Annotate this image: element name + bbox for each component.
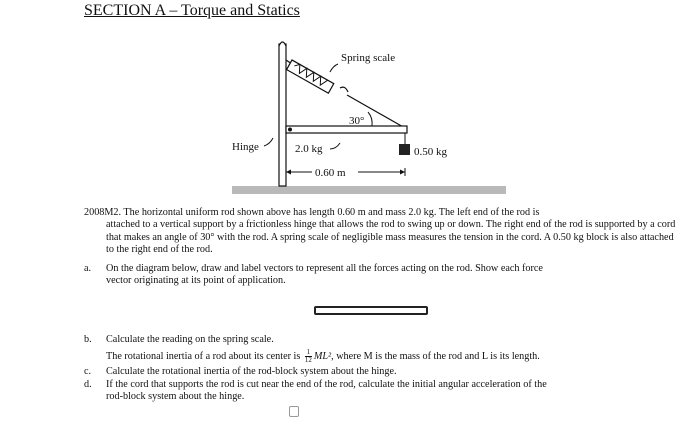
fraction-num: 1 [306,348,311,357]
inertia-pre: The rotational inertia of a rod about its center is [106,351,301,363]
ground [232,186,506,194]
hinge-label: Hinge [232,141,259,153]
inertia-post: , where M is the mass of the rod and L is its length. [331,351,540,363]
part-a-text: On the diagram below, draw and label vectors to represent all the forces acting on the rod. Show each force [106,263,543,274]
rod-mass-label: 2.0 kg [295,143,323,155]
block [399,144,410,155]
rod [286,126,407,133]
part-a-label: a. [84,263,92,274]
problem-body: attached to a vertical support by a frictionless hinge that allows the rod to swing up or down. The right end of the rod is supported by a cord that makes an angle of 30° with the rod. A spring scale of negligible mass measures the tension in the cord. A 0.50 kg block is also attached to the right end of the rod. [106,219,676,256]
torque-diagram [0,0,700,210]
rod-drawing-area[interactable] [314,306,428,315]
part-d-label: d. [84,379,92,390]
part-d-text: If the cord that supports the rod is cut near the end of the rod, calculate the initial angular acceleration of the [106,379,547,390]
part-d [84,379,684,404]
part-c-label: c. [84,366,92,377]
fraction-den: 12 [304,356,312,365]
problem-statement [84,207,684,257]
part-d-cont: rod-block system about the hinge. [106,391,245,403]
block-mass-label: 0.50 kg [414,146,447,158]
part-c-text: Calculate the rotational inertia of the rod-block system about the hinge. [106,366,397,377]
spring-scale [286,60,348,93]
angle-label: 30° [349,115,365,127]
part-b-text: Calculate the reading on the spring scale. [106,334,274,345]
part-a [84,263,684,288]
section-title: SECTION A – Torque and Statics [84,2,300,19]
fraction [305,349,312,364]
part-b-inertia [84,349,684,364]
problem-first-line: 2008M2. The horizontal uniform rod shown above has length 0.60 m and mass 2.0 kg. The left end of the rod is [84,207,540,218]
part-a-cont: vector originating at its point of application. [106,275,286,287]
part-c [84,366,684,378]
inertia-formula: ML² [313,351,332,363]
part-b-label: b. [84,334,92,345]
spring-scale-label: Spring scale [341,52,396,64]
vertical-support [279,44,286,186]
part-b [84,334,684,364]
length-label: 0.60 m [315,167,346,179]
answer-checkbox[interactable] [289,406,299,417]
hinge-pin [288,128,292,132]
